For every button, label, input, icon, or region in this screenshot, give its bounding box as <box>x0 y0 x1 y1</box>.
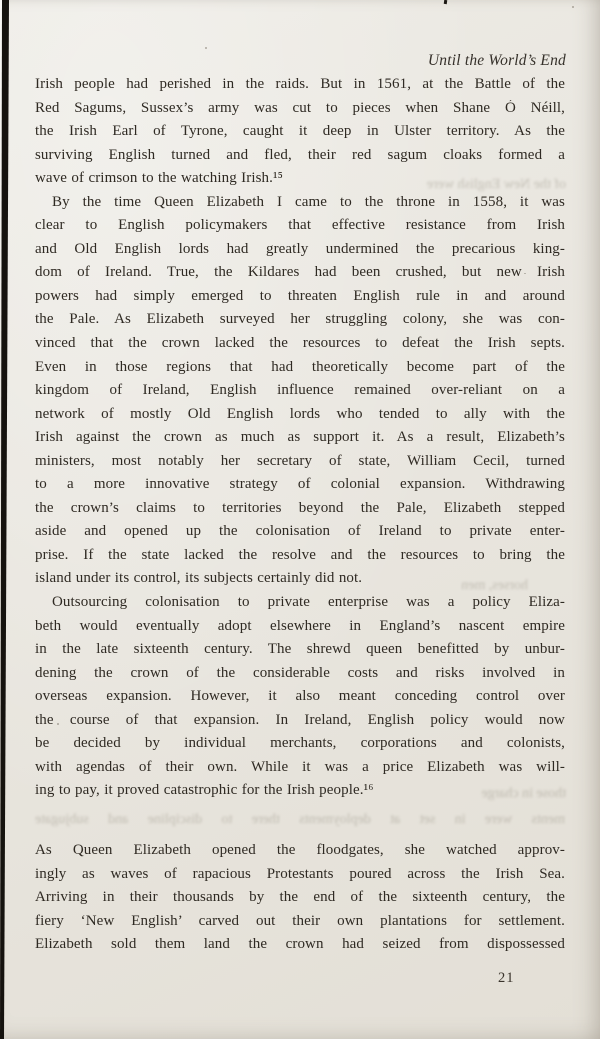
text-line: By the time Queen Elizabeth I came to the throne in 1558, it was <box>52 193 565 210</box>
text-line: Irish people had perished in the raids. But in 1561, at the Battle of the <box>35 76 565 92</box>
show-through-text: those in charge <box>481 786 566 801</box>
page-number: 21 <box>498 970 515 986</box>
text-line: be decided by individual merchants, corporations and colonists, <box>35 735 565 752</box>
text-line: the course of that expansion. In Ireland, English policy would now <box>35 711 565 728</box>
text-line: fiery ‘New English’ carved out their own plantations for settlement. <box>35 912 565 929</box>
text-line: island under its control, its subjects certainly did not. <box>35 570 363 587</box>
paragraph <box>35 76 565 194</box>
text-line: the Pale. As Elizabeth surveyed her struggling colony, she was con- <box>35 311 565 328</box>
running-header: Until the World’s End <box>427 52 566 69</box>
text-line: Arriving in their thousands by the end of the sixteenth century, the <box>35 889 565 906</box>
text-line: prise. If the state lacked the resolve and the resources to bring the <box>35 546 565 563</box>
text-line: beth would eventually adopt elsewhere in England’s nascent empire <box>35 617 565 634</box>
text-line: the Irish Earl of Tyrone, caught it deep in Ulster territory. As the <box>35 123 565 140</box>
text-line: dom of Ireland. True, the Kildares had been crushed, but new Irish <box>35 264 565 281</box>
text-line: to a more innovative strategy of colonial expansion. Withdrawing <box>35 476 565 493</box>
text-line: clear to English policymakers that effective resistance from Irish <box>35 217 565 234</box>
paragraph <box>35 842 565 960</box>
text-line: with agendas of their own. While it was a price Elizabeth was will- <box>35 758 565 775</box>
text-line: ing to pay, it proved catastrophic for the Irish people.¹⁶ <box>35 782 374 799</box>
text-line: Outsourcing colonisation to private enterprise was a policy Eliza- <box>52 594 565 611</box>
text-line: ingly as waves of rapacious Protestants poured across the Irish Sea. <box>35 865 565 882</box>
text-line: As Queen Elizabeth opened the floodgates, she watched approv- <box>35 841 565 858</box>
text-line: network of mostly Old English lords who tended to ally with the <box>35 405 565 422</box>
show-through-text: of the New English were <box>426 177 566 192</box>
paragraph <box>35 194 565 594</box>
text-line: kingdom of Ireland, English influence remained over-reliant on a <box>35 382 565 399</box>
text-line: the crown’s claims to territories beyond the Pale, Elizabeth stepped <box>35 499 565 516</box>
text-line: Red Sagums, Sussex’s army was cut to pieces when Shane Ó Néill, <box>35 99 565 116</box>
text-line: dening the crown of the considerable costs and risks involved in <box>35 664 565 681</box>
paragraph <box>35 594 565 806</box>
text-line: wave of crimson to the watching Irish.¹⁵ <box>35 170 283 187</box>
text-line: ministers, most notably her secretary of state, William Cecil, turned <box>35 452 565 469</box>
text-line: Elizabeth sold them land the crown had seized from dispossessed <box>35 936 565 953</box>
text-line: Even in those regions that had theoretically become part of the <box>35 358 565 375</box>
text-line: Irish against the crown as much as support it. As a result, Elizabeth’s <box>35 429 565 446</box>
body-text <box>35 76 565 960</box>
text-line: surviving English turned and fled, their red sagum cloaks formed a <box>35 146 565 163</box>
text-line: vinced that the crown lacked the resources to defeat the Irish septs. <box>35 335 565 352</box>
show-through-text: ments were in set at deployments there to discipline and subjugate <box>35 812 565 827</box>
text-line: aside and opened up the colonisation of Ireland to private enter- <box>35 523 565 540</box>
paper-speck <box>205 47 207 49</box>
show-through-text: horses, men <box>461 578 528 593</box>
text-line: powers had simply emerged to threaten English rule in and around <box>35 287 565 304</box>
paper-speck <box>572 6 574 8</box>
scan-artifact-tick <box>444 0 448 4</box>
text-line: in the late sixteenth century. The shrewd queen benefitted by unbur- <box>35 641 565 658</box>
text-line: overseas expansion. However, it also meant conceding control over <box>35 688 565 705</box>
text-line: and Old English lords had greatly undermined the precarious king- <box>35 240 565 257</box>
